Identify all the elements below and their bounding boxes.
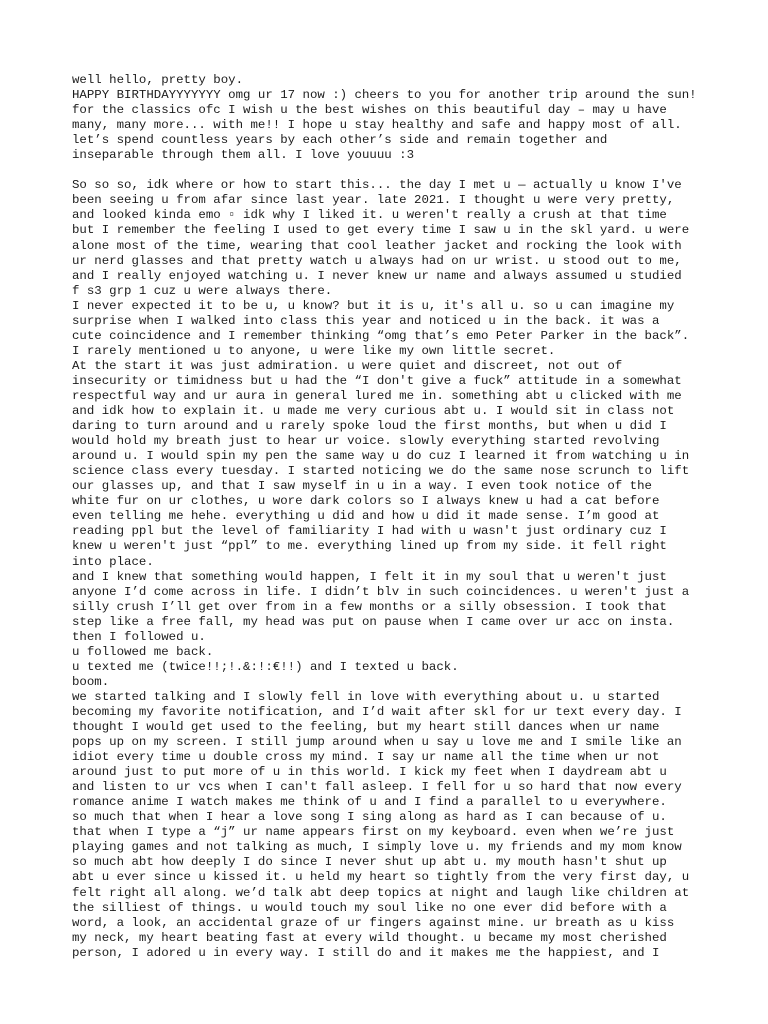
letter-line: ur nerd glasses and that pretty watch u always had on ur wrist. u stood out to me, <box>72 253 682 268</box>
letter-line: inseparable through them all. I love youuuu :3 <box>72 148 415 163</box>
letter-line: so much that when I hear a love song I sing along as hard as I can because of u. <box>72 810 667 825</box>
letter-line: and I knew that something would happen, I felt it in my soul that u weren't just <box>72 569 667 584</box>
letter-line: for the classics ofc I wish u the best wishes on this beautiful day – may u have <box>72 103 667 118</box>
letter-line: we started talking and I slowly fell in love with everything about u. u started <box>72 689 660 704</box>
letter-line: I rarely mentioned u to anyone, u were like my own little secret. <box>72 343 556 358</box>
letter-line: pops up on my screen. I still jump around when u say u love me and I smile like an <box>72 735 682 750</box>
letter-line: been seeing u from afar since last year. late 2021. I thought u were very pretty, <box>72 193 675 208</box>
letter-line: f s3 grp 1 cuz u were always there. <box>72 283 333 298</box>
letter-body <box>72 73 712 961</box>
letter-line: idiot every time u double cross my mind. I say ur name all the time when ur not <box>72 750 660 765</box>
letter-line: the silliest of things. u would touch my soul like no one ever did before with a <box>72 900 667 915</box>
letter-line: insecurity or timidness but u had the “I don't give a fuck” attitude in a somewhat <box>72 373 682 388</box>
letter-line: that when I type a “j” ur name appears first on my keyboard. even when we’re just <box>72 825 675 840</box>
letter-line: boom. <box>72 674 110 689</box>
letter-line: romance anime I watch makes me think of u and I find a parallel to u everywhere. <box>72 795 667 810</box>
letter-line: anyone I’d come across in life. I didn’t blv in such coincidences. u weren't just a <box>72 584 690 599</box>
letter-line: well hello, pretty boy. <box>72 73 244 87</box>
letter-line: felt right all along. we’d talk abt deep topics at night and laugh like children at <box>72 885 690 900</box>
letter-line: person, I adored u in every way. I still do and it makes me the happiest, and I <box>72 945 660 960</box>
letter-line: reading ppl but the level of familiarity I had with u wasn't just ordinary cuz I <box>72 524 667 539</box>
letter-line: daring to turn around and u rarely spoke loud the first months, but when u did I <box>72 419 667 434</box>
letter-line: thought I would get used to the feeling, but my heart still dances when ur name <box>72 720 660 735</box>
letter-line: abt u ever since u kissed it. u held my heart so tightly from the very first day, u <box>72 870 690 885</box>
letter-line: step like a free fall, my head was put on pause when I came over ur acc on insta. <box>72 614 675 629</box>
letter-line: but I remember the feeling I used to get every time I saw u in the skl yard. u were <box>72 223 690 238</box>
letter-line: would hold my breath just to hear ur voice. slowly everything started revolving <box>72 434 660 449</box>
letter-line: and idk how to explain it. u made me very curious abt u. I would sit in class not <box>72 404 675 419</box>
letter-line: my neck, my heart beating fast at every wild thought. u became my most cherished <box>72 930 667 945</box>
letter-line: let’s spend countless years by each other’s side and remain together and <box>72 133 608 148</box>
letter-line: playing games and not talking as much, I simply love u. my friends and my mom know <box>72 840 682 855</box>
letter-line: word, a look, an accidental graze of ur fingers against mine. ur breath as u kiss <box>72 915 675 930</box>
letter-line: into place. <box>72 554 154 569</box>
letter-line: so much abt how deeply I do since I never shut up abt u. my mouth hasn't shut up <box>72 855 667 870</box>
letter-line: around just to put more of u in this world. I kick my feet when I daydream abt u <box>72 765 667 780</box>
letter-line: cute coincidence and I remember thinking “omg that’s emo Peter Parker in the back”. <box>72 328 690 343</box>
letter-line: surprise when I walked into class this year and noticed u in the back. it was a <box>72 313 660 328</box>
letter-line: silly crush I’ll get over from in a few months or a silly obsession. I took that <box>72 599 667 614</box>
letter-line: around u. I would spin my pen the same way u do cuz I learned it from watching u in <box>72 449 690 464</box>
letter-line: HAPPY BIRTHDAYYYYYYY omg ur 17 now :) cheers to you for another trip around the sun! <box>72 88 697 103</box>
letter-line: u texted me (twice!!;!.&:!:€!!) and I texted u back. <box>72 659 459 674</box>
letter-line: our glasses up, and that I saw myself in u in a way. I even took notice of the <box>72 479 652 494</box>
letter-line: At the start it was just admiration. u were quiet and discreet, not out of <box>72 358 623 373</box>
letter-line: even telling me hehe. everything u did and how u did it made sense. I’m good at <box>72 509 660 524</box>
letter-line: and I really enjoyed watching u. I never knew ur name and always assumed u studied <box>72 268 682 283</box>
letter-line: respectful way and ur aura in general lured me in. something abt u clicked with me <box>72 388 682 403</box>
blank-line <box>72 163 712 178</box>
letter-line: So so so, idk where or how to start this... the day I met u — actually u know I've <box>72 178 682 193</box>
letter-line: and looked kinda emo ▫ idk why I liked it. u weren't really a crush at that time <box>72 208 667 223</box>
letter-line: and listen to ur vcs when I can't fall asleep. I fell for u so hard that now every <box>72 780 682 795</box>
letter-line: knew u weren't just “ppl” to me. everything lined up from my side. it fell right <box>72 539 667 554</box>
letter-line: u followed me back. <box>72 644 214 659</box>
letter-line: alone most of the time, wearing that cool leather jacket and rocking the look with <box>72 238 682 253</box>
letter-line: becoming my favorite notification, and I’d wait after skl for ur text every day. I <box>72 704 682 719</box>
letter-line: science class every tuesday. I started noticing we do the same nose scrunch to lift <box>72 464 690 479</box>
letter-line: white fur on ur clothes, u wore dark colors so I always knew u had a cat before <box>72 494 660 509</box>
letter-line: I never expected it to be u, u know? but it is u, it's all u. so u can imagine my <box>72 298 675 313</box>
letter-line: many, many more... with me!! I hope u stay healthy and safe and happy most of all. <box>72 118 682 133</box>
letter-line: then I followed u. <box>72 629 206 644</box>
